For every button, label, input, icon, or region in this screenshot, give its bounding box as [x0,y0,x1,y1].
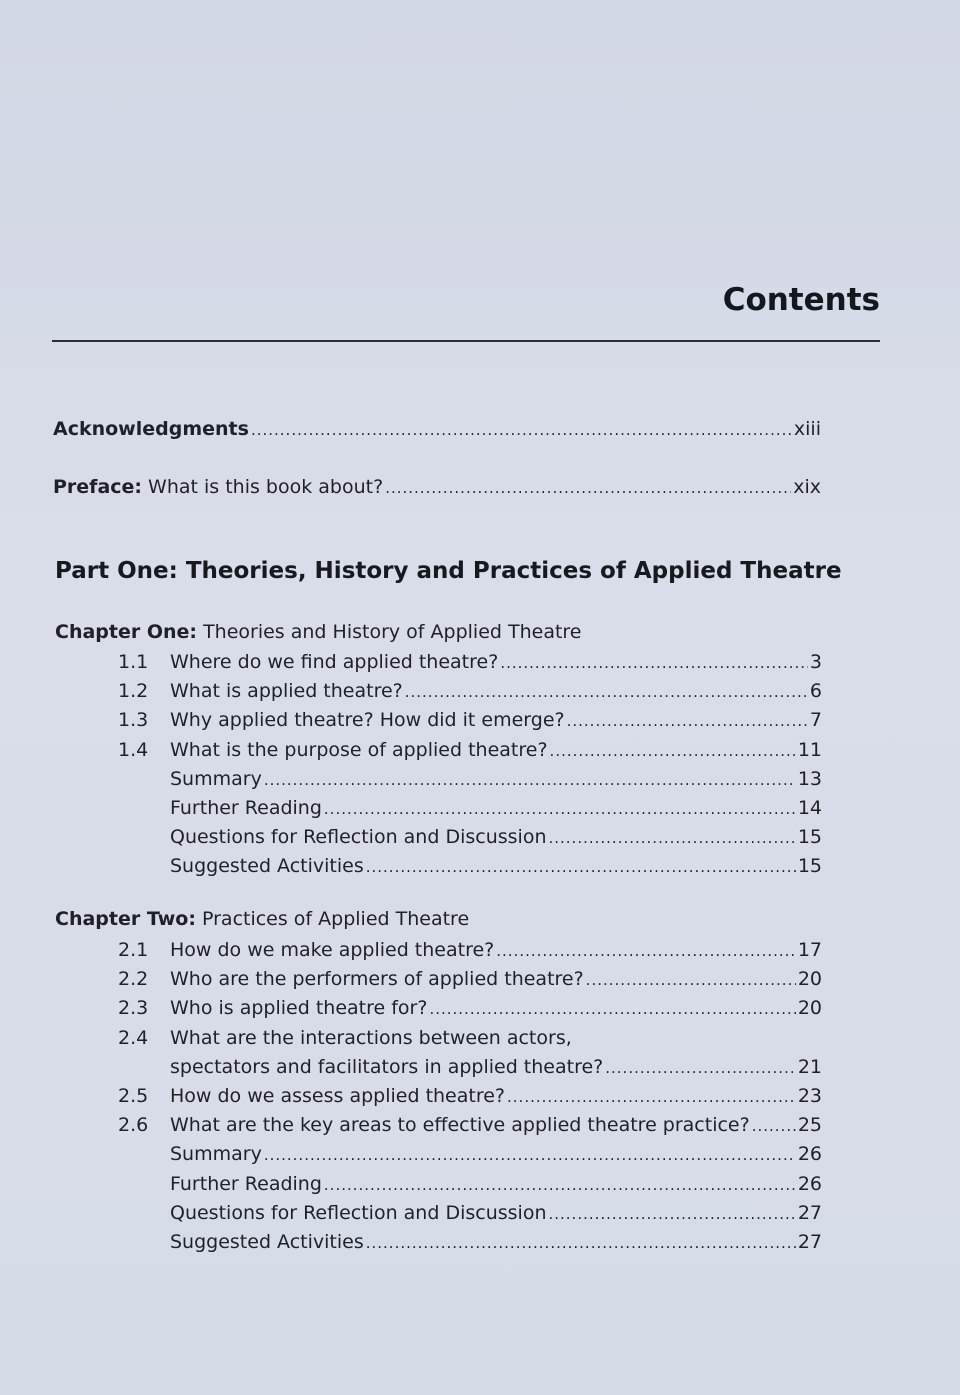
toc-entry[interactable] [118,1082,822,1110]
toc-entry[interactable] [118,965,822,993]
entry-page: 27 [797,1201,822,1224]
toc-entry[interactable] [118,648,822,676]
toc-entry[interactable] [118,852,822,880]
leader-dots [567,707,808,735]
entry-label: What are the interactions between actors, [170,1026,572,1049]
entry-label: spectators and facilitators in applied theatre? [170,1055,604,1078]
entry-label: What is this book about? [148,476,384,498]
entry-page: 6 [809,680,822,703]
entry-number: 2.1 [118,939,149,961]
title-rule [52,340,880,342]
toc-entry[interactable] [118,1140,822,1168]
chapter-prefix: Chapter One: [55,621,198,643]
part-heading: Part One: Theories, History and Practices of Applied Theatre [55,558,842,584]
toc-entry[interactable] [118,677,822,705]
entry-label: Summary [170,1143,262,1166]
entry-page: 21 [797,1055,822,1078]
entry-label: Why applied theatre? How did it emerge? [170,709,565,732]
entry-page: 26 [797,1172,822,1195]
entry-page: 20 [797,968,822,991]
toc-entry[interactable] [118,1024,822,1052]
toc-entry[interactable] [118,994,822,1022]
entry-page: 15 [797,855,822,878]
entry-page: 25 [797,1114,822,1137]
entry-prefix: Preface: [53,476,143,498]
leader-dots [496,937,796,965]
leader-dots [251,416,792,444]
entry-number: 2.2 [118,968,149,991]
leader-dots [324,1171,796,1199]
entry-number: 1.4 [118,738,149,761]
entry-number: 1.2 [118,680,149,703]
leader-dots [586,966,796,994]
entry-label: How do we make applied theatre? [170,939,495,961]
entry-label: Who is applied theatre for? [170,997,428,1020]
entry-page: 26 [797,1143,822,1166]
entry-label: Where do we find applied theatre? [170,651,499,673]
toc-entry-acknowledgments[interactable] [53,415,821,443]
entry-label: Suggested Activities [170,855,364,878]
chapter-heading [55,908,469,930]
toc-entry[interactable] [118,765,822,793]
toc-entry-preface[interactable] [53,473,821,501]
entry-label: Suggested Activities [170,1231,364,1253]
leader-dots [405,678,808,706]
entry-label: How do we assess applied theatre? [170,1085,506,1107]
chapter-prefix: Chapter Two: [55,908,196,930]
entry-page: 17 [797,939,822,961]
entry-page: 13 [797,767,822,790]
toc-entry[interactable] [118,794,822,822]
leader-dots [264,1141,796,1169]
chapter-title: Practices of Applied Theatre [201,908,470,930]
leader-dots [264,766,796,794]
entry-number: 1.3 [118,709,149,732]
leader-dots [605,1054,796,1082]
toc-entry[interactable] [118,1170,822,1198]
entry-page: 23 [797,1085,822,1107]
entry-page: xiii [793,418,821,440]
toc-entry[interactable] [118,1199,822,1227]
entry-page: 11 [797,738,822,761]
entry-page: 27 [797,1231,822,1253]
entry-number: 2.5 [118,1085,149,1107]
entry-page: 14 [797,797,822,819]
entry-label: Further Reading [170,1172,322,1195]
leader-dots [550,737,796,765]
toc-entry[interactable] [118,823,822,851]
entry-number: 2.6 [118,1114,149,1137]
leader-dots [385,474,791,502]
entry-label: Questions for Reflection and Discussion [170,1201,547,1224]
toc-entry[interactable] [118,736,822,764]
leader-dots [429,995,795,1023]
entry-page: 3 [809,651,822,673]
leader-dots [548,824,795,852]
entry-number: 1.1 [118,651,149,673]
toc-entry[interactable] [118,1053,822,1081]
chapter-heading [55,621,582,643]
leader-dots [507,1083,796,1111]
entry-number: 2.4 [118,1026,149,1049]
entry-label: Acknowledgments [53,418,249,440]
entry-label: What are the key areas to effective applied theatre practice? [170,1114,750,1137]
leader-dots [500,649,808,677]
toc-entry[interactable] [118,1111,822,1139]
leader-dots [752,1112,796,1140]
toc-entry[interactable] [118,936,822,964]
entry-page: 7 [809,709,822,732]
entry-label: Questions for Reflection and Discussion [170,826,547,849]
leader-dots [324,795,796,823]
entry-page: 15 [797,826,822,849]
leader-dots [366,1229,796,1257]
entry-page: 20 [797,997,822,1020]
chapter-title: Theories and History of Applied Theatre [203,621,582,643]
toc-entry[interactable] [118,1228,822,1256]
entry-label: Who are the performers of applied theatre? [170,968,584,991]
entry-label: Further Reading [170,797,322,819]
entry-label: Summary [170,767,262,790]
entry-label: What is applied theatre? [170,680,403,703]
toc-entry[interactable] [118,706,822,734]
entry-page: xix [793,476,821,498]
leader-dots [548,1200,795,1228]
leader-dots [366,853,796,881]
entry-number: 2.3 [118,997,149,1020]
entry-label: What is the purpose of applied theatre? [170,738,548,761]
page-title: Contents [722,282,880,318]
